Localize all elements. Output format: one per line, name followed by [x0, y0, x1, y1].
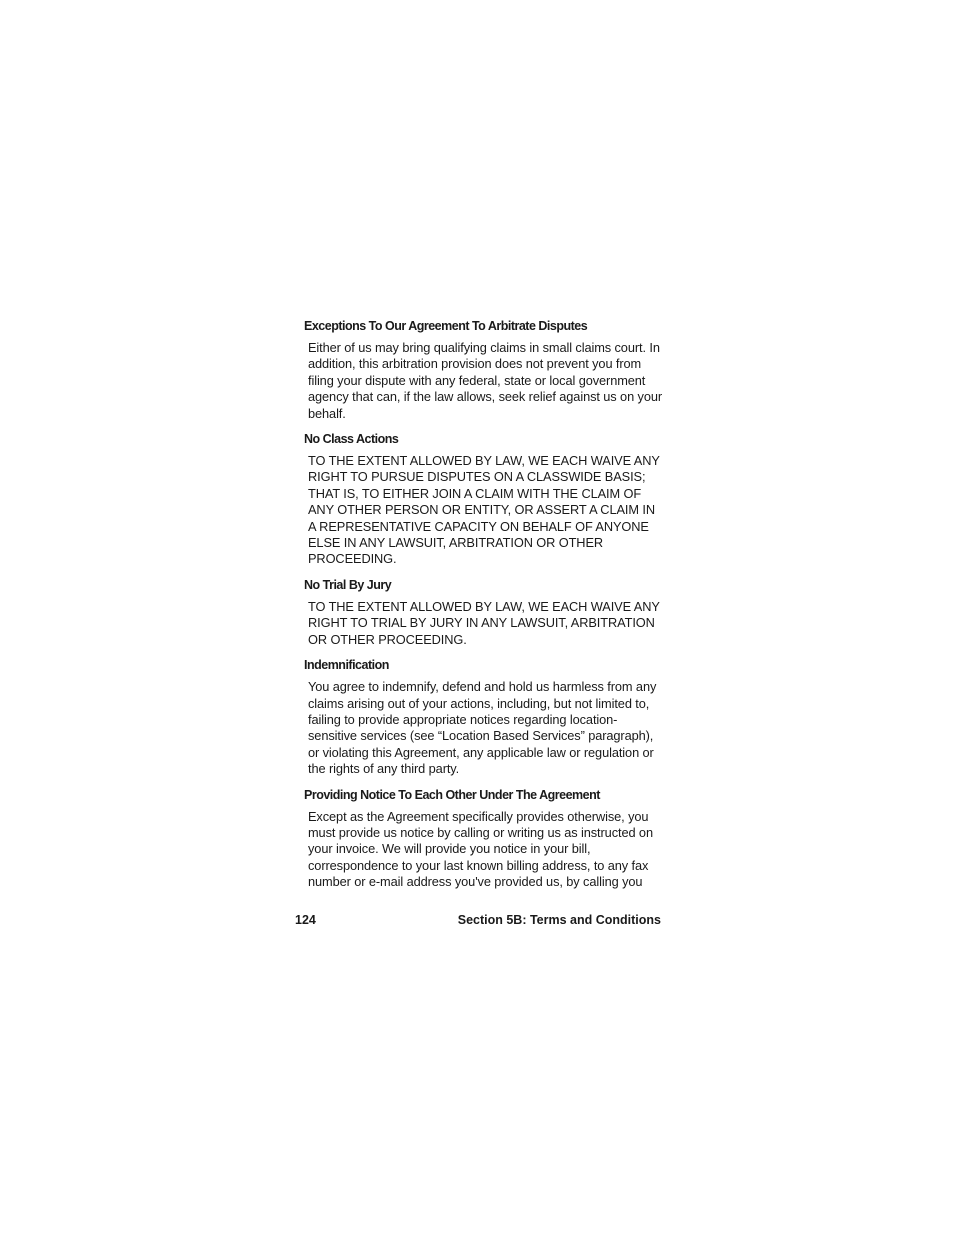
- section-no-class-actions: [304, 431, 664, 568]
- section-indemnification: [304, 657, 664, 777]
- section-body: Except as the Agreement specifically provides otherwise, you must provide us notice by calling or writing us as instructed on your invoice. We will provide you notice in your bill, correspondence to your last known billing address, to any fax number or e-mail address you've provided us, by calling you: [308, 808, 653, 890]
- section-body: TO THE EXTENT ALLOWED BY LAW, WE EACH WAIVE ANY RIGHT TO TRIAL BY JURY IN ANY LAWSUIT, ARBITRATION OR OTHER PROCEEDING.: [308, 598, 660, 647]
- section-exceptions: [304, 318, 664, 422]
- section-body: Either of us may bring qualifying claims in small claims court. In addition, this arbitration provision does not prevent you from filing your dispute with any federal, state or local government agency that can, if the law allows, seek relief against us on your behalf.: [308, 340, 663, 421]
- page-number: 124: [295, 913, 316, 927]
- section-providing-notice: [304, 787, 664, 891]
- section-heading: Providing Notice To Each Other Under The Agreement: [304, 787, 600, 802]
- footer-section-title: Section 5B: Terms and Conditions: [457, 913, 661, 927]
- page-content: [304, 318, 664, 900]
- section-heading: No Trial By Jury: [304, 577, 392, 592]
- section-body: You agree to indemnify, defend and hold us harmless from any claims arising out of your actions, including, but not limited to, failing to provide appropriate notices regarding location-sensitive services (see “Location Based Services” paragraph), or violating this Agreement, any applicable law or regulation or the rights of any third party.: [308, 679, 657, 777]
- section-heading: Exceptions To Our Agreement To Arbitrate Disputes: [304, 319, 588, 333]
- section-heading: No Class Actions: [304, 432, 399, 447]
- section-no-trial-by-jury: [304, 577, 664, 648]
- section-heading: Indemnification: [304, 658, 389, 673]
- section-body: TO THE EXTENT ALLOWED BY LAW, WE EACH WAIVE ANY RIGHT TO PURSUE DISPUTES ON A CLASSWIDE BASIS; THAT IS, TO EITHER JOIN A CLAIM WITH THE CLAIM OF ANY OTHER PERSON OR ENTITY, OR ASSERT A CLAIM IN A REPRESENTATIVE CAPACITY ON BEHALF OF ANYONE ELSE IN ANY LAWSUIT, ARBITRATION OR OTHER PROCEEDING.: [308, 453, 660, 567]
